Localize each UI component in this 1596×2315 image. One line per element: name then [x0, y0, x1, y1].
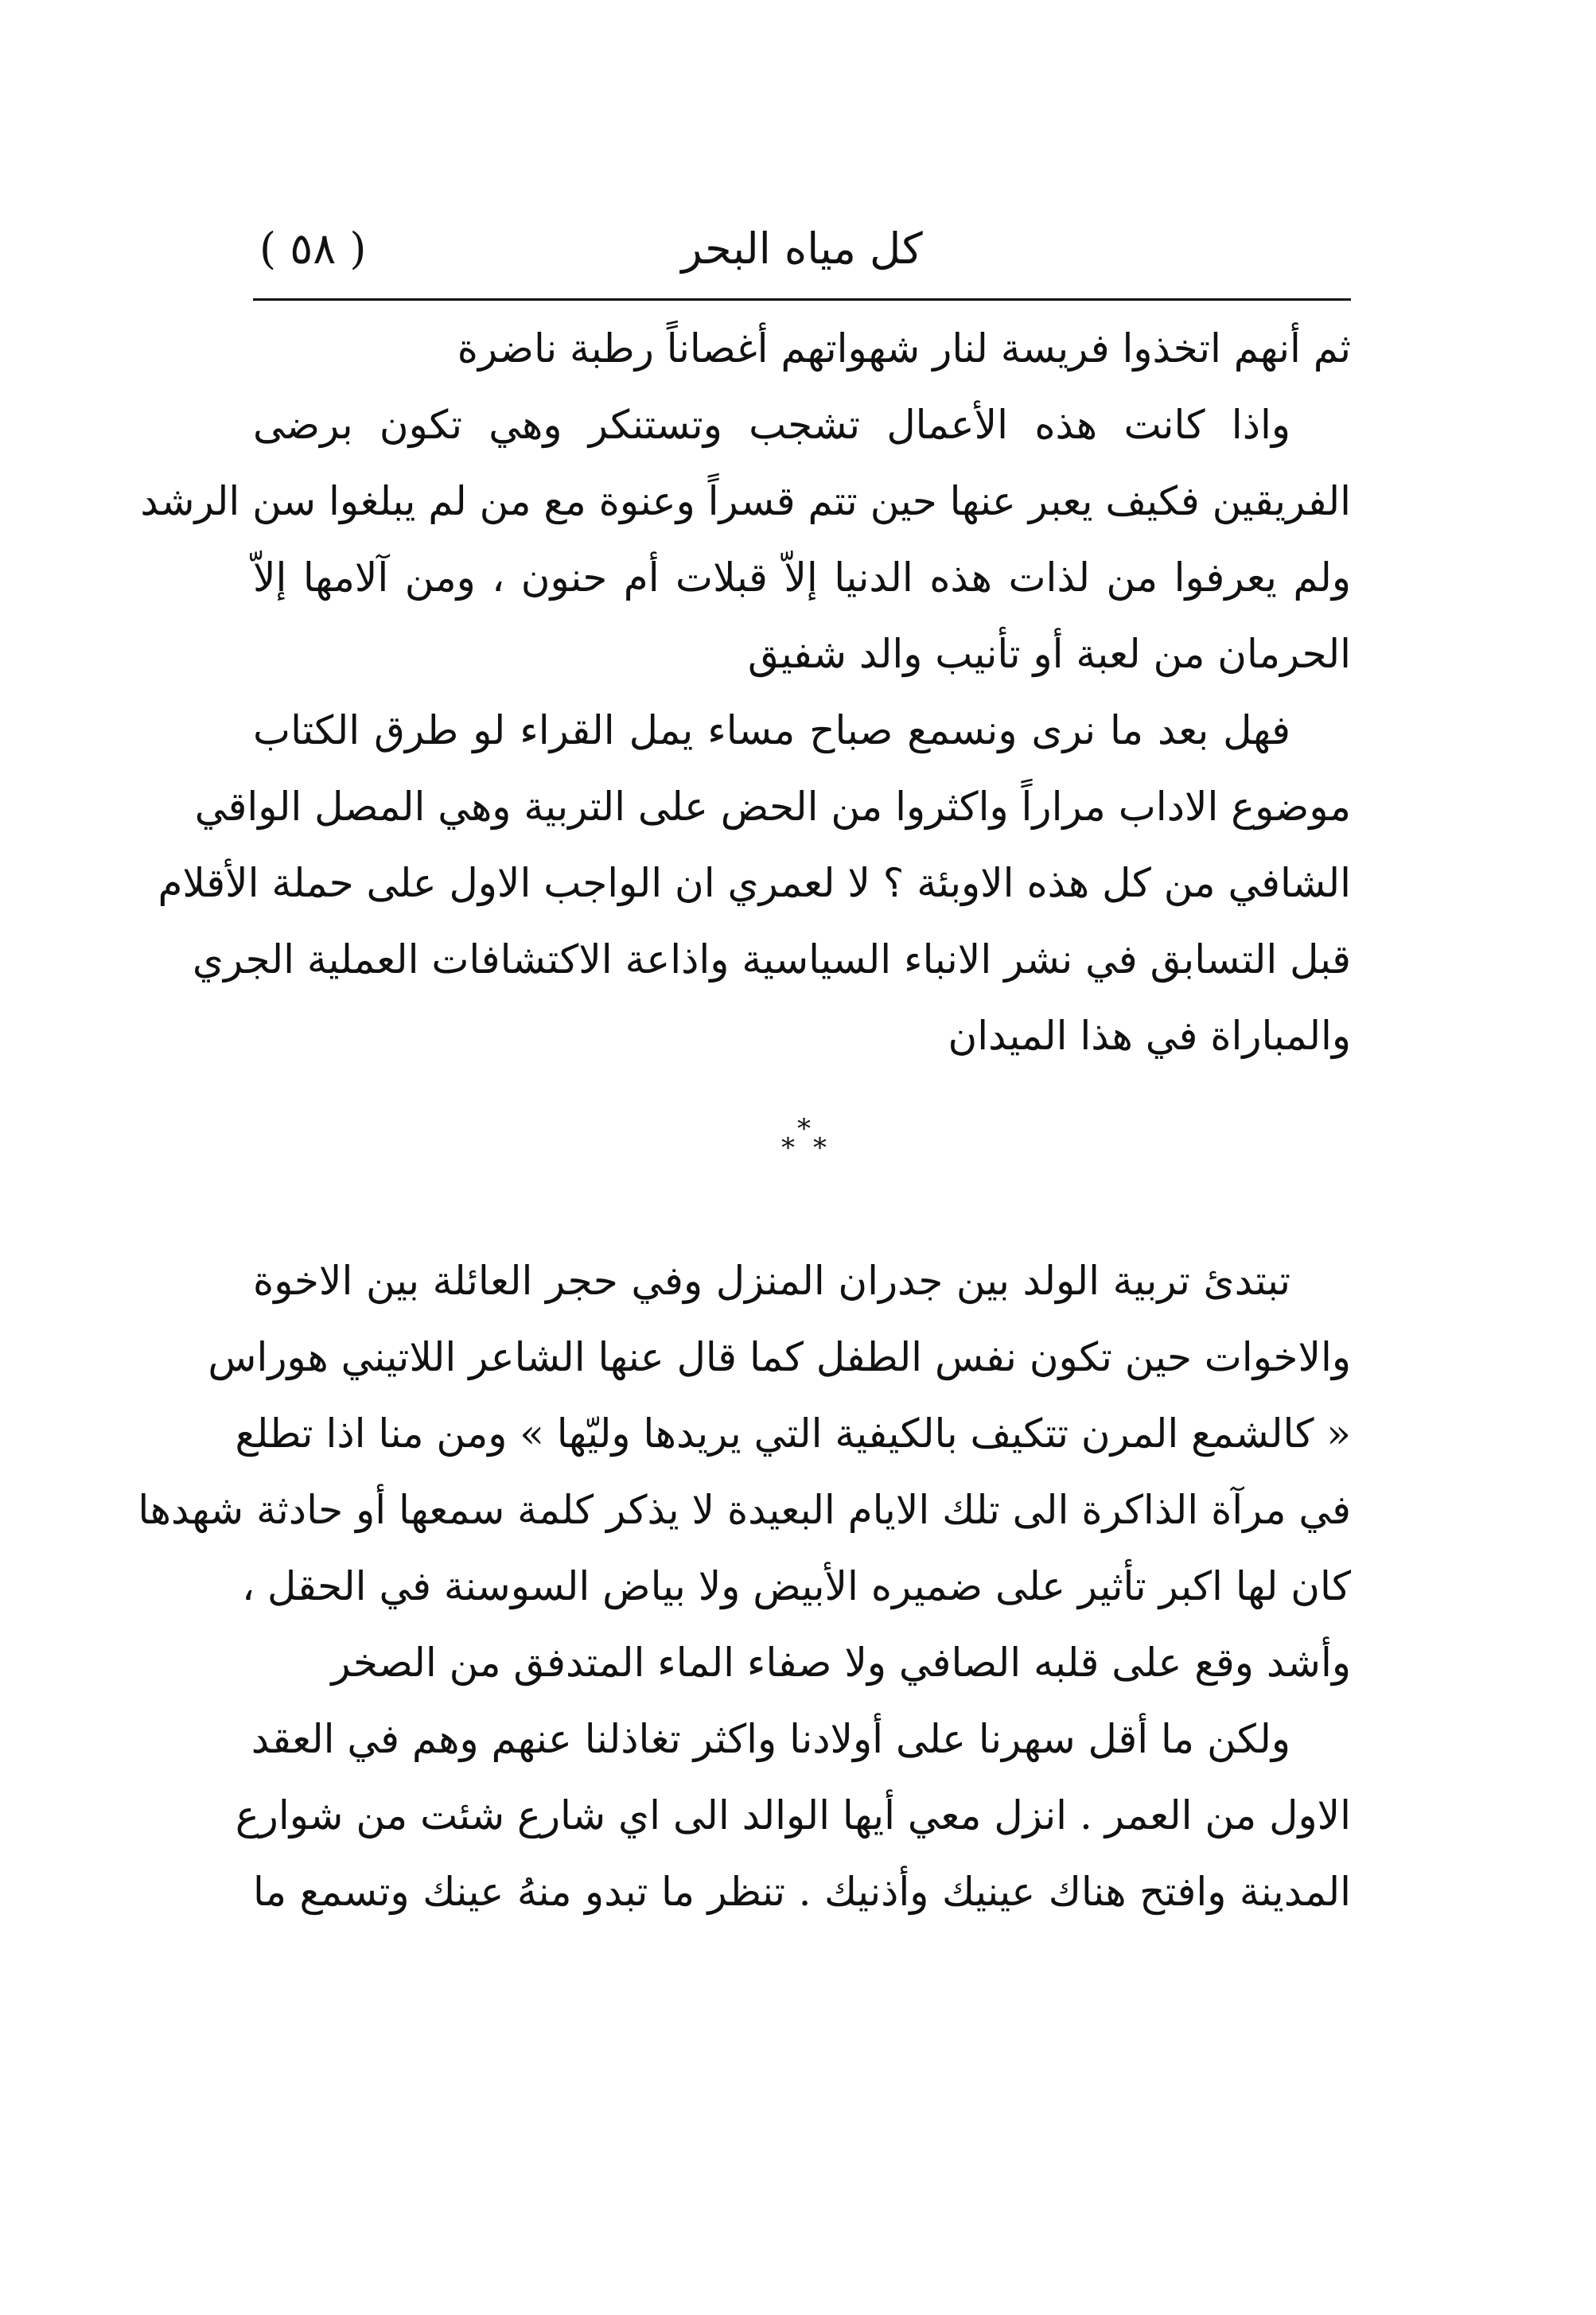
text-line: واذا كانت هذه الأعمال تشجب وتستنكر وهي تكون برضى [253, 402, 1290, 448]
text-line: ولكن ما أقل سهرنا على أولادنا واكثر تغاذلنا عنهم وهم في العقد [251, 1716, 1290, 1762]
text-line: في مرآة الذاكرة الى تلك الايام البعيدة لا يذكر كلمة سمعها أو حادثة شهدها [138, 1487, 1351, 1533]
text-block-2 [138, 1243, 1351, 1930]
text-line: الحرمان من لعبة أو تأنيب والد شفيق [748, 631, 1351, 677]
running-title: كل مياه البحر [681, 224, 923, 274]
text-line: المدينة وافتح هناك عينيك وأذنيك . تنظر ما تبدو منهُ عينك وتسمع ما [253, 1869, 1351, 1915]
ornament-star-top: * [797, 1113, 811, 1145]
text-line: فهل بعد ما نرى ونسمع صباح مساء يمل القراء لو طرق الكتاب [253, 707, 1290, 753]
text-line: كان لها اكبر تأثير على ضميره الأبيض ولا بياض السوسنة في الحقل ، [241, 1563, 1351, 1609]
text-line: وأشد وقع على قلبه الصافي ولا صفاء الماء المتدفق من الصخر [331, 1640, 1351, 1686]
text-line: ولم يعرفوا من لذات هذه الدنيا إلاّ قبلات أم حنون ، ومن آلامها إلاّ [253, 554, 1351, 601]
book-page [138, 203, 1351, 1930]
text-line: تبتدئ تربية الولد بين جدران المنزل وفي حجر العائلة بين الاخوة [253, 1258, 1290, 1304]
page-header [253, 203, 1351, 298]
text-line: والاخوات حين تكون نفس الطفل كما قال عنها الشاعر اللاتيني هوراس [208, 1334, 1351, 1380]
section-ornament [253, 1074, 1351, 1233]
text-line: « كالشمع المرن تتكيف بالكيفية التي يريدها وليّها » ومن منا اذا تطلع [235, 1410, 1351, 1457]
text-line: ثم أنهم اتخذوا فريسة لنار شهواتهم أغصاناً رطبة ناضرة [457, 325, 1351, 372]
text-line: والمباراة في هذا الميدان [948, 1013, 1351, 1059]
text-line: موضوع الاداب مراراً واكثروا من الحض على التربية وهي المصل الواقي [194, 784, 1351, 830]
text-line: الفريقين فكيف يعبر عنها حين تتم قسراً وعنوة مع من لم يبلغوا سن الرشد [140, 478, 1351, 524]
page-number: ( ٥٨ ) [259, 224, 367, 274]
text-line: قبل التسابق في نشر الانباء السياسية واذاعة الاكتشافات العملية الجري [192, 936, 1351, 982]
header-rule [253, 298, 1351, 301]
text-line: الشافي من كل هذه الاوبئة ؟ لا لعمري ان الواجب الاول على حملة الأقلام [158, 860, 1351, 906]
ornament-star-left: * [781, 1132, 795, 1164]
ornament-star-right: * [813, 1132, 827, 1164]
text-line: الاول من العمر . انزل معي أيها الوالد الى اي شارع شئت من شوارع [235, 1792, 1351, 1838]
text-block-1 [140, 310, 1351, 1074]
